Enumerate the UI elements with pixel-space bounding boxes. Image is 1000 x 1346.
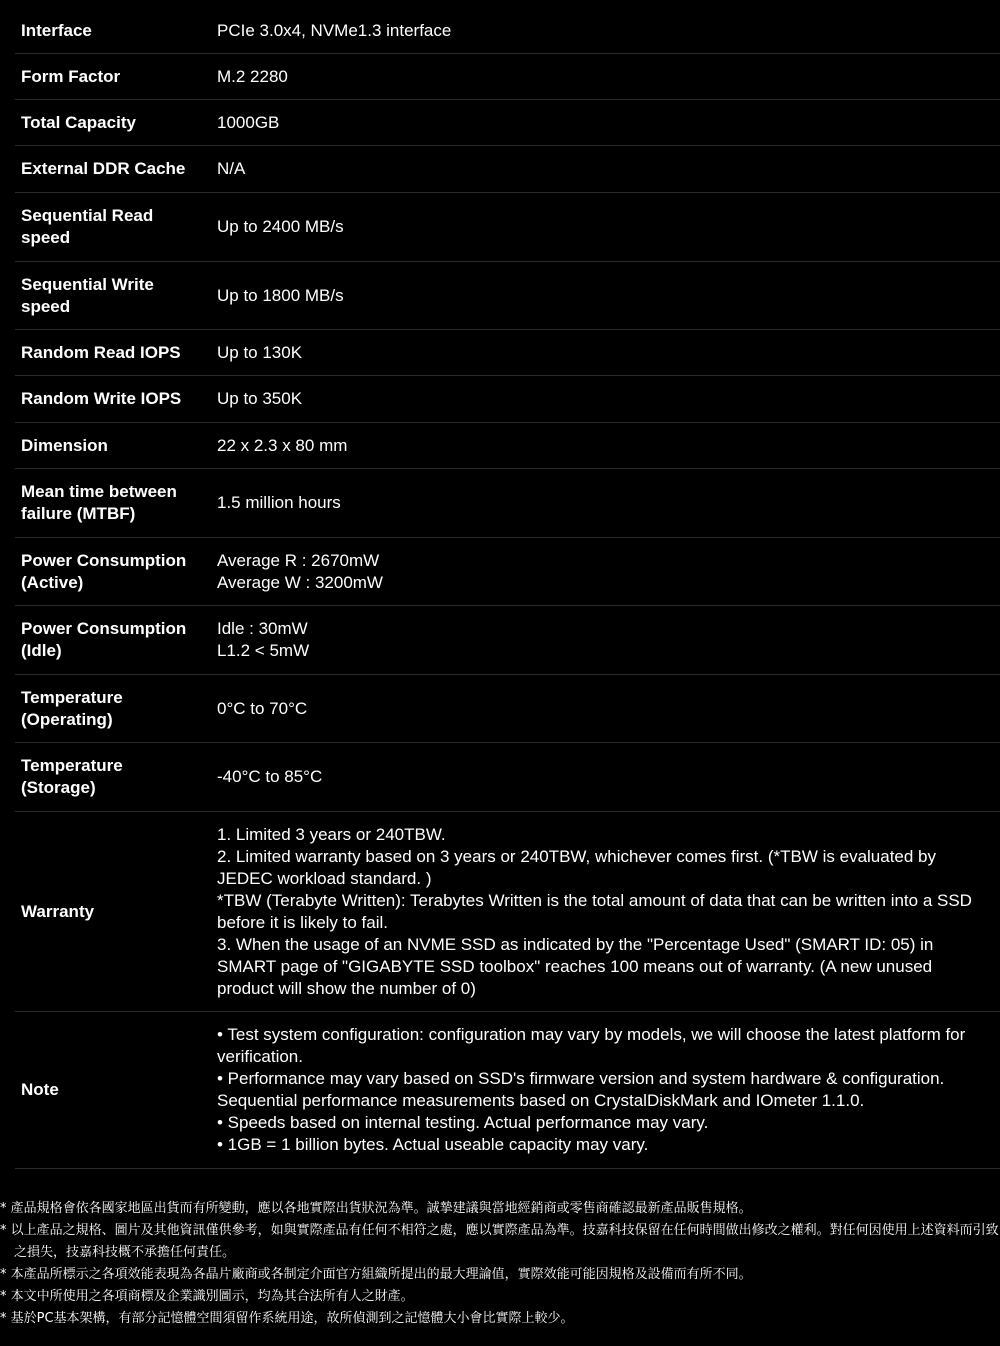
- spec-table: [15, 8, 1000, 1169]
- spec-row-total-capacity: [15, 100, 1000, 146]
- spec-label: Sequential Read speed: [21, 206, 154, 247]
- spec-row-temp-storage: [15, 743, 1000, 812]
- spec-row-random-read: [15, 330, 1000, 376]
- spec-label: Warranty: [21, 901, 95, 921]
- spec-value: N/A: [217, 159, 246, 178]
- footer-note: * 以上產品之規格、圖片及其他資訊僅供參考，如與實際產品有任何不相符之處，應以實際產品為準。技嘉科技保留在任何時間做出修改之權利。對任何因使用上述資料而引致之損失，技嘉科技概不承擔任何責任。: [0, 1223, 999, 1260]
- spec-row-dimension: [15, 423, 1000, 469]
- spec-row-warranty: [15, 812, 1000, 1012]
- spec-label: Random Read IOPS: [21, 342, 181, 362]
- spec-value: Up to 130K: [217, 342, 303, 362]
- spec-row-ddr-cache: [15, 146, 1000, 193]
- spec-label: External DDR Cache: [21, 159, 186, 178]
- spec-value: -40°C to 85°C: [217, 767, 323, 786]
- spec-row-note: [15, 1012, 1000, 1169]
- spec-label: Temperature (Operating): [21, 687, 123, 729]
- spec-value: PCIe 3.0x4, NVMe1.3 interface: [217, 20, 452, 40]
- spec-label: Dimension: [21, 435, 108, 455]
- footer-disclaimers: [0, 1198, 1000, 1330]
- spec-row-mtbf: [15, 469, 1000, 538]
- spec-value: • Test system configuration: configuration may vary by models, we will choose the latest platform for verification. • Performance may vary based on SSD's firmware version and system hardware & configuration. Sequential performance measurements based on CrystalDiskMark and IOmeter 1.1.0. • Speeds based on internal testing. Actual performance may vary. • 1GB = 1 billion bytes. Actual useable capacity may vary.: [217, 1025, 966, 1154]
- spec-label: Total Capacity: [21, 112, 136, 132]
- spec-value: Up to 1800 MB/s: [217, 285, 344, 305]
- spec-row-interface: [15, 8, 1000, 54]
- spec-row-temp-operating: [15, 675, 1000, 743]
- spec-row-power-active: [15, 538, 1000, 606]
- spec-row-random-write: [15, 376, 1000, 423]
- spec-row-power-idle: [15, 606, 1000, 675]
- spec-row-seq-write: [15, 262, 1000, 330]
- spec-value: Up to 2400 MB/s: [217, 217, 344, 236]
- spec-value: 1000GB: [217, 112, 280, 132]
- spec-label: Random Write IOPS: [21, 389, 182, 408]
- spec-label: Sequential Write speed: [21, 274, 154, 316]
- spec-value: 22 x 2.3 x 80 mm: [217, 435, 348, 455]
- spec-label: Form Factor: [21, 66, 121, 86]
- spec-value: Average R : 2670mW Average W : 3200mW: [217, 550, 383, 592]
- spec-value: Idle : 30mW L1.2 < 5mW: [217, 619, 310, 660]
- footer-note: * 產品規格會依各國家地區出貨而有所變動，應以各地實際出貨狀況為準。誠摯建議與當地經銷商或零售商確認最新產品販售規格。: [0, 1201, 752, 1216]
- spec-label: Temperature (Storage): [21, 756, 123, 797]
- spec-label: Power Consumption (Active): [21, 550, 187, 592]
- spec-value: Up to 350K: [217, 389, 303, 408]
- spec-row-seq-read: [15, 193, 1000, 262]
- spec-value: M.2 2280: [217, 66, 288, 86]
- spec-value: 1.5 million hours: [217, 493, 341, 512]
- footer-note: * 基於PC基本架構，有部分記憶體空間須留作系統用途，故所偵測到之記憶體大小會比實際上較少。: [0, 1311, 574, 1326]
- spec-value: 1. Limited 3 years or 240TBW. 2. Limited warranty based on 3 years or 240TBW, whichever comes first. (*TBW is evaluated by JEDEC workload standard. ) *TBW (Terabyte Written): Terabytes Written is the total amount of data that can be written into a SSD before it is likely to fail. 3. When the usage of an NVME SSD as indicated by the "Percentage Used" (SMART ID: 05) in SMART page of "GIGABYTE SSD toolbox" reaches 100 means out of warranty. (A new unused product will show the number of 0): [217, 824, 972, 998]
- spec-label: Mean time between failure (MTBF): [21, 482, 177, 523]
- spec-row-form-factor: [15, 54, 1000, 100]
- spec-value: 0°C to 70°C: [217, 698, 308, 718]
- spec-label: Interface: [21, 20, 92, 40]
- spec-label: Note: [21, 1080, 59, 1099]
- footer-note: * 本文中所使用之各項商標及企業識別圖示，均為其合法所有人之財產。: [0, 1289, 414, 1304]
- footer-note: * 本產品所標示之各項效能表現為各晶片廠商或各制定介面官方組織所提出的最大理論值，實際效能可能因規格及設備而有所不同。: [0, 1267, 752, 1282]
- spec-label: Power Consumption (Idle): [21, 619, 187, 660]
